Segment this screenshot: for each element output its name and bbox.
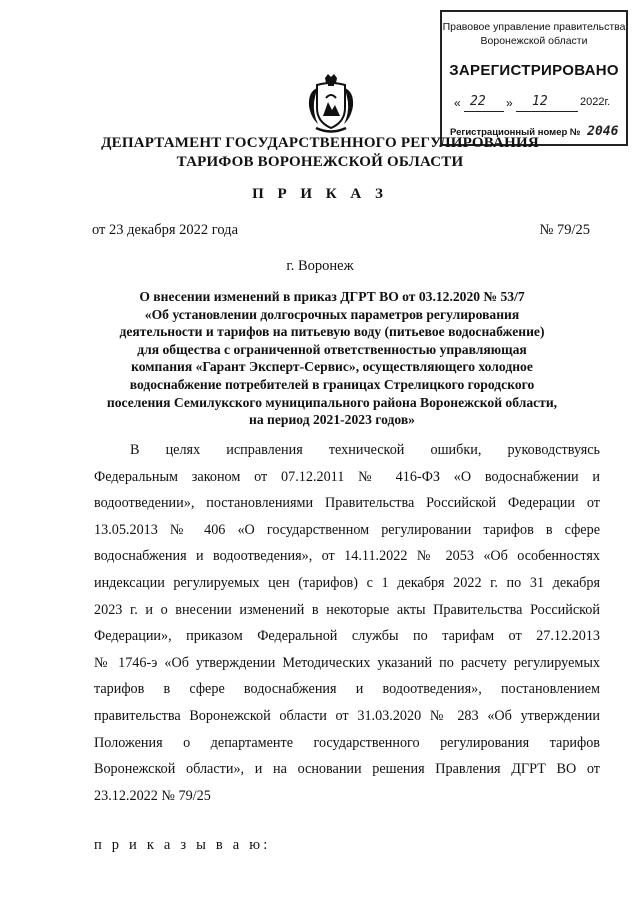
body-line: правительства Воронежской области от 31.03.2020 № 283 «Об утверждении (94, 707, 600, 724)
subject-line: О внесении изменений в приказ ДГРТ ВО от 03.12.2020 № 53/7 (139, 289, 525, 304)
subject-line: для общества с ограниченной ответственностью управляющая (137, 341, 527, 357)
document-type-title: П Р И К А З (252, 186, 388, 202)
document-city: г. Воронеж (286, 258, 354, 274)
body-line: Федерации», приказом Федеральной службы по тарифам от 27.12.2013 (94, 628, 600, 645)
subject-line: на период 2021-2023 годов» (249, 412, 415, 428)
subject-line: поселения Семилукского муниципального района Воронежской области, (106, 394, 558, 410)
registration-stamp (440, 10, 628, 146)
body-line: тарифов в сфере водоснабжения и водоотведения», постановлением (94, 681, 600, 698)
stamp-day: 22 (470, 94, 486, 109)
decree-word: п р и к а з ы в а ю: (94, 837, 271, 853)
document-body (94, 437, 600, 809)
coat-of-arms-emblem (304, 72, 358, 136)
stamp-authority-line2: Воронежской области (480, 35, 588, 47)
stamp-reg-number: 2046 (587, 124, 619, 139)
body-line: индексации регулируемых цен (тарифов) с 1 декабря 2022 г. по 31 декабря (94, 574, 600, 591)
body-line: Воронежской области», и на основании решения Правления ДГРТ ВО от (94, 761, 600, 778)
stamp-reg-label: Регистрационный номер № (450, 127, 581, 138)
stamp-authority-line1: Правовое управление правительства (442, 21, 626, 33)
subject-line: водоснабжение потребителей в границах Стрелицкого городского (129, 376, 535, 392)
document-number: № 79/25 (539, 222, 590, 238)
subject-line: «Об установлении долгосрочных параметров регулирования (144, 306, 520, 322)
body-line: Федеральным законом от 07.12.2011 № 416-ФЗ «О водоснабжении и (94, 468, 600, 485)
department-name-line1: ДЕПАРТАМЕНТ ГОСУДАРСТВЕННОГО РЕГУЛИРОВАНИЯ (101, 135, 539, 151)
stamp-registered: ЗАРЕГИСТРИРОВАНО (449, 62, 619, 79)
subject-line: деятельности и тарифов на питьевую воду (питьевое водоснабжение) (119, 324, 545, 340)
department-name-line2: ТАРИФОВ ВОРОНЕЖСКОЙ ОБЛАСТИ (176, 154, 464, 170)
body-line: водоснабжения и водоотведения», от 14.11.2022 № 2053 «Об особенностях (94, 548, 600, 565)
document-date: от 23 декабря 2022 года (92, 222, 238, 238)
body-line: 2023 г. и о внесении изменений в некоторые акты Правительства Российской (94, 601, 600, 618)
department-name (0, 134, 640, 172)
stamp-year: 2022г. (580, 96, 611, 108)
body-line: Положения о департаменте государственного регулирования тарифов (94, 734, 600, 751)
body-line: 23.12.2022 № 79/25 (94, 787, 211, 804)
body-line: В целях исправления технической ошибки, руководствуясь (130, 442, 600, 458)
document-subject (100, 288, 564, 429)
body-line: 13.05.2013 № 406 «О государственном регулировании тарифов в сфере (94, 521, 600, 538)
body-line: № 1746-э «Об утверждении Методических указаний по расчету регулируемых (94, 654, 600, 671)
stamp-month: 12 (532, 94, 548, 109)
body-line: водоотведении», постановлениями Правительства Российской Федерации от (94, 495, 600, 512)
subject-line: компания «Гарант Эксперт-Сервис», осуществляющего холодное (131, 359, 533, 375)
stamp-date-row: « 22 » 12 2022г. (454, 94, 611, 110)
